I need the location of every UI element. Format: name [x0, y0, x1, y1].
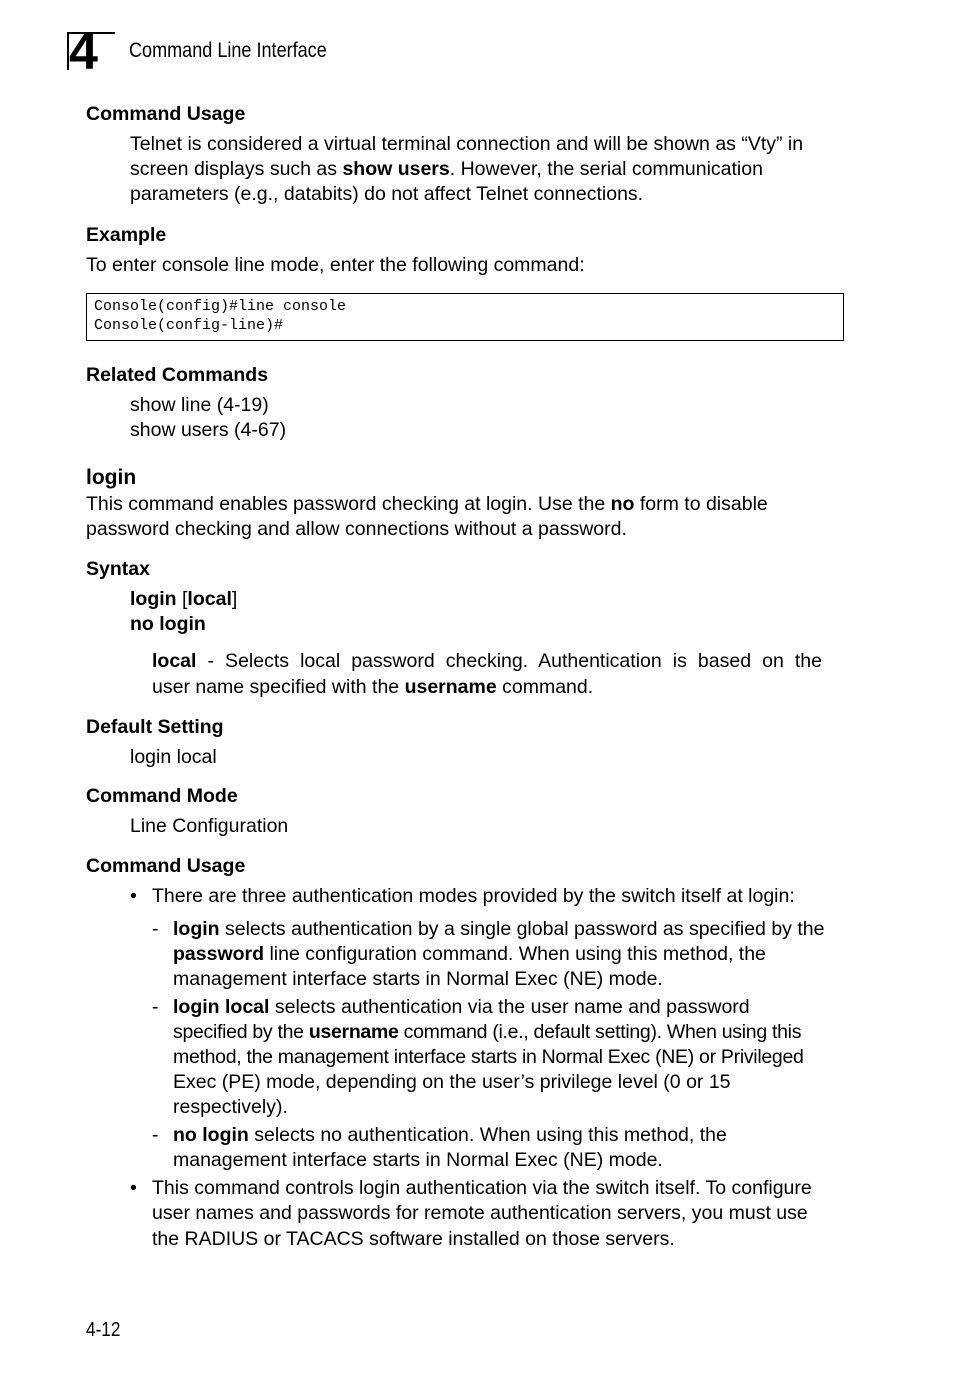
text-run: selects authentication via the user name and password: [269, 996, 750, 1018]
bullet-icon: •: [130, 885, 137, 907]
text-run: user name specified with the: [152, 676, 405, 698]
keyword: local: [187, 588, 232, 610]
text-run: line configuration command. When using this method, the: [264, 943, 766, 965]
text-run: command.: [496, 676, 594, 698]
text-run: command (i.e., default setting). When using this: [398, 1021, 802, 1043]
related-command-item: show line (4-19): [130, 394, 269, 416]
text-run: This command enables password checking at login. Use the: [86, 493, 611, 515]
bullet-text: user names and passwords for remote authentication servers, you must use: [152, 1202, 808, 1224]
section-heading-example: Example: [86, 224, 167, 246]
text-run: screen displays such as: [130, 158, 343, 180]
sub-item-line: [173, 1123, 727, 1148]
bullet-text: This command controls login authentication via the switch itself. To configure: [152, 1177, 812, 1199]
keyword: login local: [173, 996, 270, 1018]
page-number: 4-12: [86, 1319, 121, 1341]
text-run: selects authentication by a single global password as specified by the: [219, 918, 825, 940]
sub-item-line: [173, 1020, 801, 1045]
text-run: ]: [231, 588, 238, 610]
keyword: no login: [173, 1124, 249, 1146]
sub-item-line: [173, 942, 766, 967]
bullet-text: the RADIUS or TACACS software installed on those servers.: [152, 1228, 675, 1250]
keyword: local: [152, 650, 197, 672]
command-name: show users: [342, 158, 450, 180]
keyword: password: [173, 943, 265, 965]
parameter-description-line: [152, 649, 822, 674]
example-intro: To enter console line mode, enter the following command:: [86, 254, 585, 276]
bullet-icon: •: [130, 1177, 137, 1199]
sub-item-line: method, the management interface starts in Normal Exec (NE) or Privileged: [173, 1046, 804, 1068]
sub-item-line: management interface starts in Normal Exec (NE) mode.: [173, 968, 663, 990]
section-heading-default-setting: Default Setting: [86, 716, 224, 738]
paragraph-line: parameters (e.g., databits) do not affect Telnet connections.: [130, 183, 644, 205]
command-heading-login: login: [86, 466, 137, 489]
sub-item-line: [173, 995, 750, 1020]
code-line: Console(config-line)#: [94, 317, 284, 334]
bullet-text: There are three authentication modes provided by the switch itself at login:: [152, 885, 795, 907]
keyword: login: [173, 918, 220, 940]
text-run: - Selects local password checking. Authentication is based on the: [196, 650, 822, 672]
default-value: login local: [130, 746, 217, 768]
section-heading-related-commands: Related Commands: [86, 364, 269, 386]
section-heading-command-usage: Command Usage: [86, 103, 246, 125]
paragraph-line: Telnet is considered a virtual terminal connection and will be shown as “Vty” in: [130, 133, 804, 155]
sub-item-line: management interface starts in Normal Exec (NE) mode.: [173, 1149, 663, 1171]
text-run: specified by the: [173, 1021, 309, 1043]
syntax-line: no login: [130, 613, 206, 635]
dash-icon: -: [152, 996, 159, 1018]
syntax-line: [130, 587, 237, 612]
sub-item-line: Exec (PE) mode, depending on the user’s privilege level (0 or 15: [173, 1071, 731, 1093]
dash-icon: -: [152, 918, 159, 940]
section-heading-syntax: Syntax: [86, 558, 150, 580]
keyword: username: [404, 676, 497, 698]
parameter-description-line: [152, 675, 593, 700]
keyword: no: [610, 493, 635, 515]
code-block: [86, 293, 844, 341]
related-command-item: show users (4-67): [130, 419, 287, 441]
text-run: form to disable: [634, 493, 768, 515]
section-heading-command-usage: Command Usage: [86, 855, 246, 877]
section-heading-command-mode: Command Mode: [86, 785, 238, 807]
keyword: login: [130, 588, 177, 610]
code-line: Console(config)#line console: [94, 298, 347, 315]
command-mode-value: Line Configuration: [130, 815, 289, 837]
dash-icon: -: [152, 1124, 159, 1146]
running-header-title: Command Line Interface: [129, 39, 327, 62]
sub-item-line: [173, 917, 824, 942]
sub-item-line: respectively).: [173, 1096, 288, 1118]
paragraph-line: [130, 157, 763, 182]
paragraph-line: [86, 492, 768, 517]
paragraph-line: password checking and allow connections without a password.: [86, 518, 627, 540]
text-run: selects no authentication. When using this method, the: [248, 1124, 727, 1146]
chapter-number: 4: [69, 23, 96, 81]
text-run: . However, the serial communication: [449, 158, 763, 180]
keyword: username: [308, 1021, 399, 1043]
text-run: [: [176, 588, 188, 610]
